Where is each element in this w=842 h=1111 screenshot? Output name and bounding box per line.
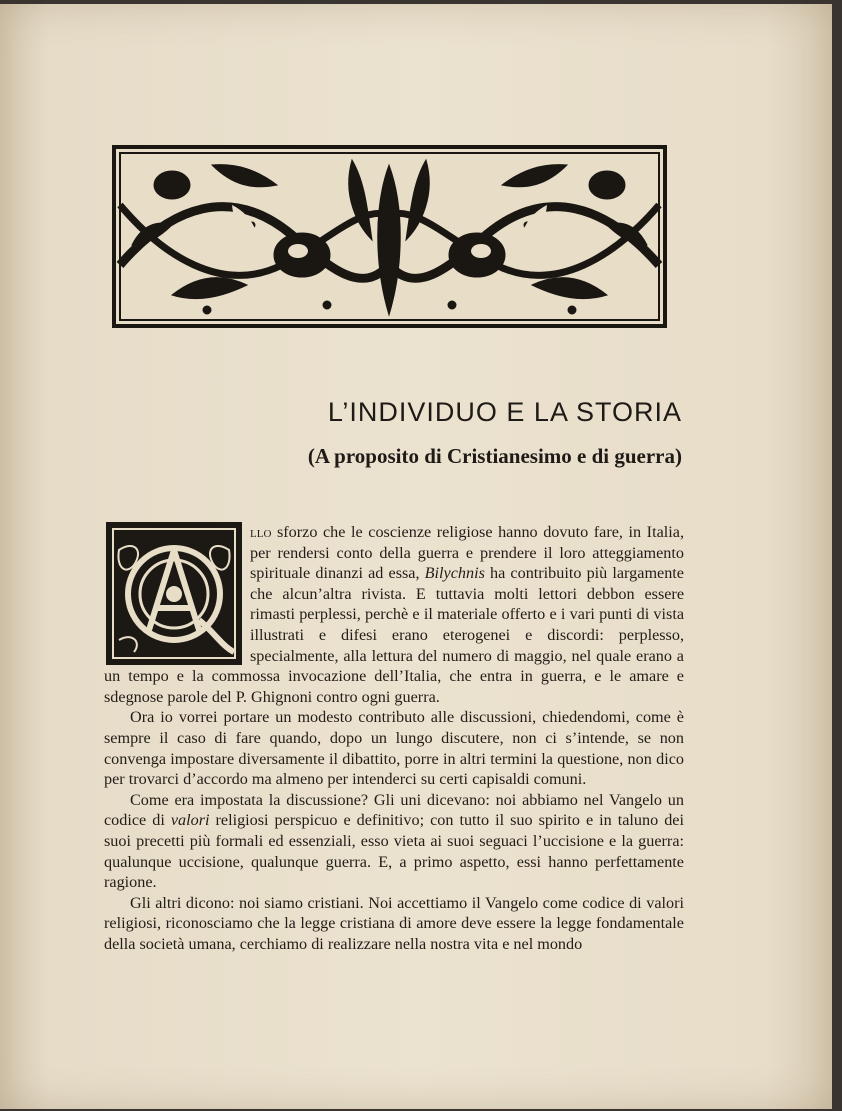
article-subtitle: (A proposito di Cristianesimo e di guerra) <box>307 444 682 468</box>
article-title: L’INDIVIDUO E LA STORIA <box>327 397 682 427</box>
floral-headpiece-ornament <box>112 145 667 328</box>
paragraph-4: Gli altri dicono: noi siamo cristiani. Noi accettiamo il Vangelo come codice di valori religiosi, riconosciamo che la legge cristiana di amore deve essere la legge fondamentale della società umana, cerchiamo di realizzare nella nostra vita e nel mondo <box>104 893 684 953</box>
decorative-initial-q-icon <box>104 520 244 667</box>
paragraph-2: Ora io vorrei portare un modesto contributo alle discussioni, chiedendomi, come è sempre il caso di fare quando, dopo un lungo discutere, non ci s’intende, se non convenga impostare diversamente il dibattito, porre in altri termini la questione, non dico per trovarci d’accordo ma almeno per intenderci su certi capisaldi comuni. <box>104 708 684 789</box>
opening-word: llo <box>250 523 272 541</box>
emphasis-valori: valori <box>170 811 210 830</box>
paragraph-3 <box>104 790 684 893</box>
paragraph-3-text-b: religiosi perspicuo e definitivo; con tutto il suo spirito e in taluno dei suoi precetti più formali ed essenziali, esso vieta ai suoi seguaci l’uccisione e la guerra: qualunque uccisione, qualunque guerra. E, a primo aspetto, essi hanno perfettamente ragione. <box>104 811 684 892</box>
paragraph-1-text-b: ha contribuito più largamente che alcun’altra rivista. E tuttavia molti lettori debbon essere rimasti perplessi, perchè e il materiale offerto e i vari punti di vista illustrati e difesi erano eterogenei e discordi: perplesso, specialmente, alla lettura del numero di maggio, nel quale erano a un tempo e la commossa invocazione dell’Italia, che entra in guerra, e le amare e sdegnose parole del P. Ghignoni contro ogni guerra. <box>104 564 684 706</box>
paragraph-1-text-a: sforzo che le coscienze religiose hanno dovuto fare, in Italia, per rendersi conto della guerra e prendere il loro atteggiamento spirituale dinanzi ad essa, <box>250 523 684 583</box>
paragraph-3-text-a: Come era impostata la discussione? Gli uni dicevano: noi abbiamo nel Vangelo un codice di <box>104 790 684 830</box>
journal-name: Bilychnis <box>424 564 485 583</box>
document-page <box>0 4 832 1109</box>
